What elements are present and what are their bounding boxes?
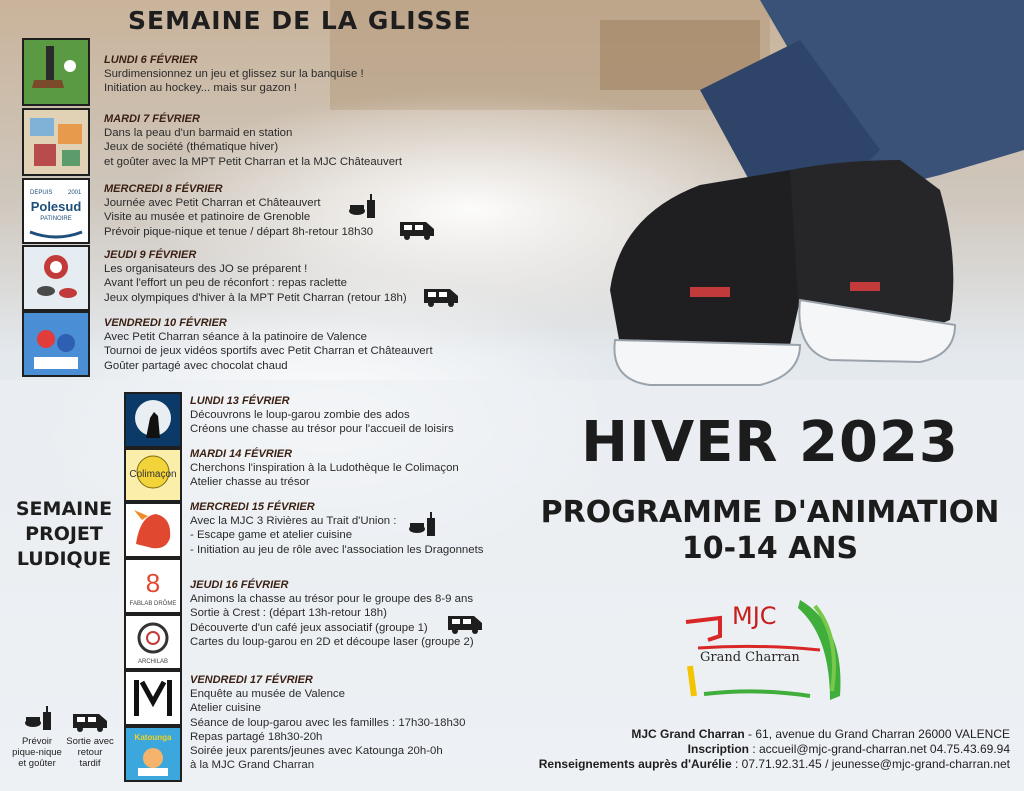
week2-title-line: PROJET xyxy=(25,523,103,545)
day-lundi-13 xyxy=(190,394,454,437)
svg-text:Polesud: Polesud xyxy=(30,199,82,214)
contact-org: MJC Grand Charran xyxy=(631,727,745,741)
thumb-colimacon-logo xyxy=(124,448,182,502)
thumb-museum-logo xyxy=(124,670,182,726)
contact-info-line xyxy=(500,757,1010,772)
contact-address: - 61, avenue du Grand Charran 26000 VALENCE xyxy=(744,727,1010,741)
day-line: Avec Petit Charran séance à la patinoire de Valence xyxy=(104,331,367,344)
curling-icon xyxy=(24,247,88,309)
day-line: Avec la MJC 3 Rivières au Trait d'Union : xyxy=(190,515,397,528)
legend-line: tardif xyxy=(79,758,101,769)
week2-title-line: LUDIQUE xyxy=(16,548,112,570)
day-line: Cartes du loup-garou en 2D et découpe laser (groupe 2) xyxy=(190,635,474,648)
day-line: Soirée jeux parents/jeunes avec Katounga 20h-0h xyxy=(190,745,443,758)
van-icon xyxy=(398,218,436,240)
day-line: Avant l'effort un peu de réconfort : repas raclette xyxy=(104,277,348,290)
legend-picnic xyxy=(6,736,68,769)
colimacon-logo-icon xyxy=(126,450,180,500)
day-name: VENDREDI 17 FÉVRIER xyxy=(190,674,313,686)
headline-subtitle xyxy=(520,495,1020,567)
mjc-logo-bottom: Grand Charran xyxy=(700,650,800,665)
katounga-logo-icon xyxy=(126,728,180,780)
day-name: LUNDI 13 FÉVRIER xyxy=(190,395,290,407)
contact-info-value: : 07.71.92.31.45 / jeunesse@mjc-grand-charran.net xyxy=(731,757,1010,771)
dragon-icon xyxy=(126,504,180,556)
week1-title: SEMAINE DE LA GLISSE xyxy=(128,6,472,35)
day-name: JEUDI 9 FÉVRIER xyxy=(104,249,197,261)
day-line: Visite au musée et patinoire de Grenoble xyxy=(104,211,311,224)
day-jeudi-16 xyxy=(190,578,474,649)
van-icon xyxy=(422,285,460,307)
thumb-board-games xyxy=(22,108,90,176)
day-mardi-14 xyxy=(190,447,459,490)
day-line: Initiation au hockey... mais sur gazon ! xyxy=(104,82,297,95)
mjc-logo-top: MJC xyxy=(732,602,777,630)
van-icon xyxy=(71,710,109,732)
picnic-icon xyxy=(408,512,438,538)
day-mercredi-8 xyxy=(104,182,373,239)
day-line: Journée avec Petit Charran et Châteauvert xyxy=(104,197,321,210)
thumb-fablab-logo xyxy=(124,558,182,614)
legend-line: pique-nique xyxy=(12,747,62,758)
picnic-icon xyxy=(348,194,378,220)
headline-line: PROGRAMME D'ANIMATION xyxy=(540,495,1000,530)
day-line: à la MJC Grand Charran xyxy=(190,759,315,772)
day-name: VENDREDI 10 FÉVRIER xyxy=(104,317,227,329)
day-name: MARDI 14 FÉVRIER xyxy=(190,448,293,460)
day-line: Créons une chasse au trésor pour l'accueil de loisirs xyxy=(190,423,454,436)
svg-text:DEPUIS: DEPUIS xyxy=(30,190,53,196)
day-line: - Escape game et atelier cuisine xyxy=(190,529,353,542)
svg-text:PATINOIRE: PATINOIRE xyxy=(40,216,72,222)
day-line: Animons la chasse au trésor pour le groupe des 8-9 ans xyxy=(190,593,474,606)
day-line: Tournoi de jeux vidéos sportifs avec Petit Charran et Châteauvert xyxy=(104,345,433,358)
day-mercredi-15 xyxy=(190,500,483,557)
thumb-polesud-logo xyxy=(22,178,90,244)
legend-line: retour xyxy=(77,747,103,758)
museum-logo-icon xyxy=(126,672,180,724)
day-line: Surdimensionnez un jeu et glissez sur la banquise ! xyxy=(104,68,364,81)
thumb-hockey xyxy=(22,38,90,106)
day-name: MERCREDI 15 FÉVRIER xyxy=(190,501,315,513)
day-line: Dans la peau d'un barmaid en station xyxy=(104,127,293,140)
legend-van xyxy=(62,736,118,769)
headline-line: 10-14 ANS xyxy=(681,531,859,566)
svg-text:2001: 2001 xyxy=(68,190,82,196)
polesud-logo-icon xyxy=(24,180,88,242)
board-game-icon xyxy=(24,110,88,174)
day-jeudi-9 xyxy=(104,248,407,305)
fablab-logo-icon xyxy=(126,560,180,612)
colimacon-logo-text: Colimaçon xyxy=(129,469,177,480)
day-line: Cherchons l'inspiration à la Ludothèque le Colimaçon xyxy=(190,462,459,475)
day-name: JEUDI 16 FÉVRIER xyxy=(190,579,289,591)
day-line: - Initiation au jeu de rôle avec l'association les Dragonnets xyxy=(190,543,484,556)
thumb-dragon xyxy=(124,502,182,558)
legend-line: Prévoir xyxy=(21,736,53,747)
day-vendredi-17 xyxy=(190,673,465,772)
contact-block xyxy=(500,727,1010,772)
hockey-icon xyxy=(24,40,88,104)
werewolf-moon-icon xyxy=(126,394,180,446)
headline-title: HIVER 2023 xyxy=(581,410,959,475)
day-line: Jeux de société (thématique hiver) xyxy=(104,141,279,154)
contact-inscription-value: : accueil@mjc-grand-charran.net 04.75.43.69.94 xyxy=(749,742,1010,756)
contact-address-line xyxy=(500,727,1010,742)
mjc-logo xyxy=(680,596,855,706)
contact-inscription-label: Inscription xyxy=(687,742,749,756)
day-line: Séance de loup-garou avec les familles : 17h30-18h30 xyxy=(190,716,466,729)
thumb-curling xyxy=(22,245,90,311)
thumb-werewolf xyxy=(124,392,182,448)
katounga-logo-text: Katounga xyxy=(134,733,172,742)
day-line: Atelier cuisine xyxy=(190,702,261,715)
day-line: Atelier chasse au trésor xyxy=(190,476,310,489)
day-name: LUNDI 6 FÉVRIER xyxy=(104,54,198,66)
legend-line: Sortie avec xyxy=(66,736,114,747)
day-line: Jeux olympiques d'hiver à la MPT Petit Charran (retour 18h) xyxy=(104,291,407,304)
day-name: MERCREDI 8 FÉVRIER xyxy=(104,183,223,195)
day-line: Sortie à Crest : (départ 13h-retour 18h) xyxy=(190,607,387,620)
day-mardi-7 xyxy=(104,112,402,169)
contact-inscription-line xyxy=(500,742,1010,757)
day-vendredi-10 xyxy=(104,316,433,373)
fablab-logo-text: FABLAB DRÔME xyxy=(129,601,177,607)
week2-title-line: SEMAINE xyxy=(15,498,113,520)
week2-title xyxy=(8,497,120,572)
legend-line: et goûter xyxy=(18,758,56,769)
picnic-icon xyxy=(24,706,54,732)
van-icon xyxy=(446,612,484,634)
day-line: Les organisateurs des JO se préparent ! xyxy=(104,263,308,276)
day-name: MARDI 7 FÉVRIER xyxy=(104,113,200,125)
svg-text:8: 8 xyxy=(145,568,161,598)
thumb-archilab-logo xyxy=(124,614,182,670)
day-line: Enquête au musée de Valence xyxy=(190,688,345,701)
thumb-katounga-logo xyxy=(124,726,182,782)
archilab-logo-icon xyxy=(126,616,180,668)
contact-info-label: Renseignements auprès d'Aurélie xyxy=(538,757,732,771)
day-line: et goûter avec la MPT Petit Charran et la MJC Châteauvert xyxy=(104,155,402,168)
day-line: Prévoir pique-nique et tenue / départ 8h-retour 18h30 xyxy=(104,225,374,238)
day-lundi-6 xyxy=(104,53,364,96)
thumb-video-game xyxy=(22,311,90,377)
archilab-logo-text: ARCHILAB xyxy=(137,659,169,665)
video-game-cover-icon xyxy=(24,313,88,375)
day-line: Goûter partagé avec chocolat chaud xyxy=(104,359,288,372)
day-line: Découvrons le loup-garou zombie des ados xyxy=(190,409,410,422)
day-line: Repas partagé 18h30-20h xyxy=(190,730,323,743)
day-line: Découverte d'un café jeux associatif (groupe 1) xyxy=(190,621,428,634)
